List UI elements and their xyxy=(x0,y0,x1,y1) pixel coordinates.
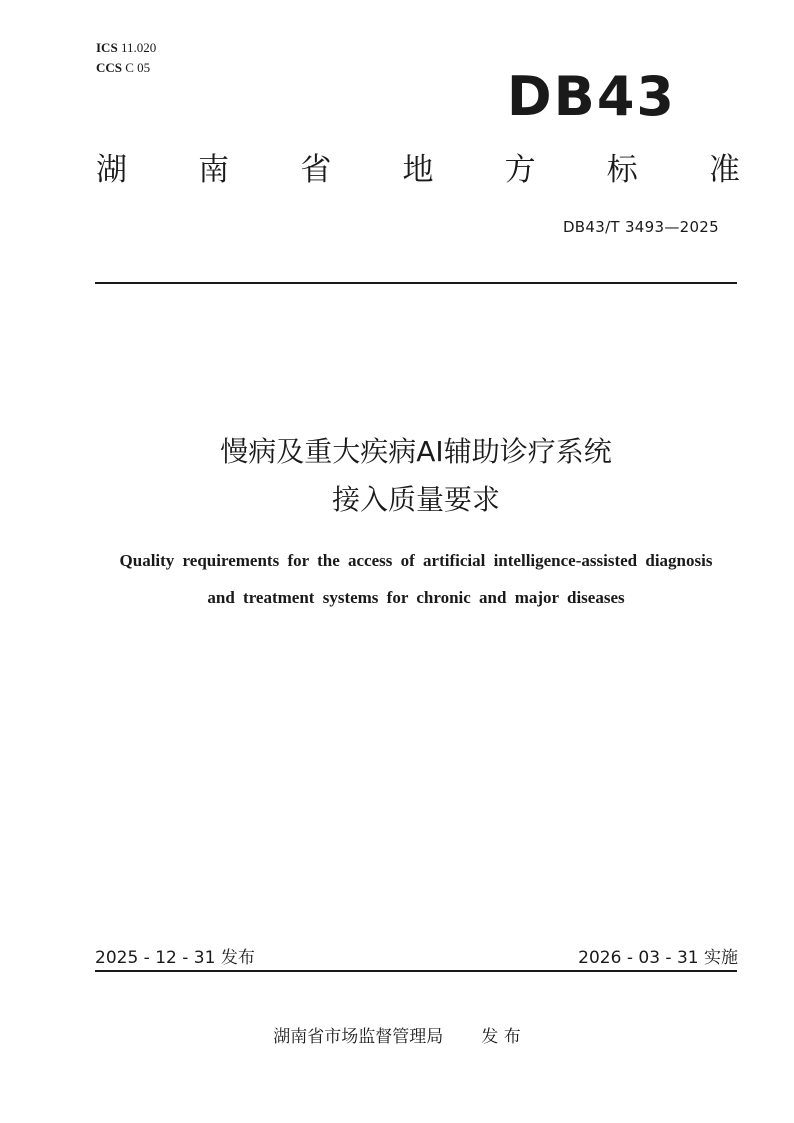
ics-label: ICS xyxy=(96,40,118,55)
standard-type-char: 南 xyxy=(198,152,230,188)
publish-date: 2025 - 12 - 31 发布 xyxy=(95,948,255,968)
english-title-line-2: and treatment systems for chronic and major diseases xyxy=(207,588,625,607)
issuer-line xyxy=(0,1025,794,1049)
standard-type-char: 湖 xyxy=(96,152,127,188)
classification-codes xyxy=(96,38,156,78)
effective-date: 2026 - 03 - 31 实施 xyxy=(578,948,738,968)
issuer-name: 湖南省市场监督管理局 xyxy=(273,1027,444,1047)
ccs-label: CCS xyxy=(96,60,123,75)
ics-code xyxy=(96,38,156,58)
chinese-title-line-2: 接入质量要求 xyxy=(331,483,500,516)
standard-type-heading xyxy=(96,148,740,192)
standard-type-char: 地 xyxy=(402,152,434,188)
ccs-value: C 05 xyxy=(125,60,151,75)
issuer-action: 发 布 xyxy=(481,1027,521,1047)
standard-type-char: 方 xyxy=(504,152,536,188)
bottom-divider xyxy=(95,970,737,972)
ccs-code xyxy=(96,58,156,78)
chinese-title-line-1: 慢病及重大疾病AI辅助诊疗系统 xyxy=(220,435,612,468)
standard-type-char: 省 xyxy=(300,152,332,188)
standard-type-char: 准 xyxy=(708,152,740,188)
standard-type-char: 标 xyxy=(606,152,638,188)
ics-value: 11.020 xyxy=(120,40,157,55)
standard-number: DB43/T 3493—2025 xyxy=(562,218,719,236)
db43-mark: DB43 xyxy=(506,65,676,128)
top-divider xyxy=(95,282,737,284)
english-title-line-1: Quality requirements for the access of artificial intelligence-assisted diagnosis xyxy=(119,551,713,570)
